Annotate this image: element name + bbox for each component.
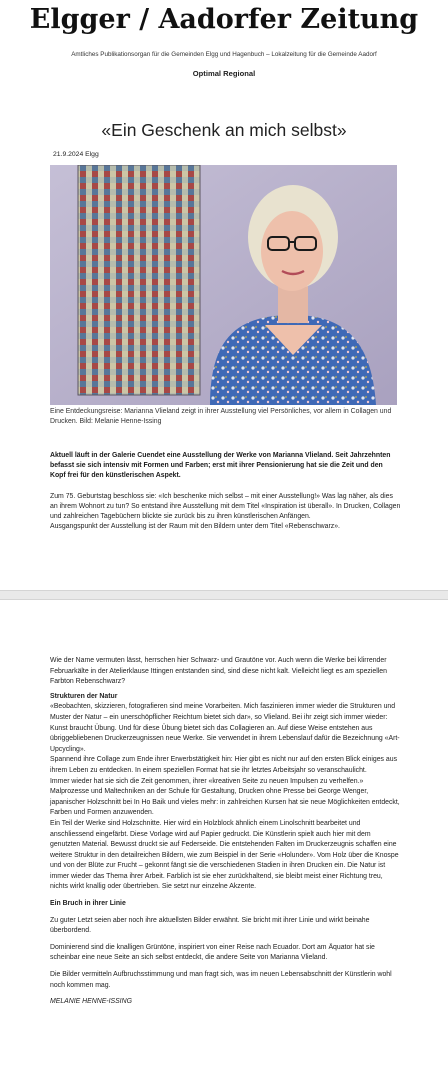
section-subheading: Ein Bruch in ihrer Linie [50, 900, 126, 908]
section-subheading: Strukturen der Natur [50, 692, 118, 700]
paragraph: Zu guter Letzt seien aber noch ihre aktuellsten Bilder erwähnt. Sie bricht mit ihrer Linie und wirkt beinahe überbordend. [50, 916, 370, 935]
page-separator [0, 590, 448, 600]
masthead-edition: Optimal Regional [192, 69, 256, 78]
paragraph: Wie der Name vermuten lässt, herrschen hier Schwarz- und Grautöne vor. Auch wenn die Werke bei klirrender Februarkälte in der Atelierklause Ittingen entstanden sind, sind diese nicht kalt. Vielleicht liegt es am speziellen Farbton Rebenschwarz? [50, 657, 387, 686]
paragraph: Spannend ihre Collage zum Ende ihrer Erwerbstätigkeit hin: Hier gibt es nicht nur auf den ersten Blick einiges aus ihrem Leben zu entdecken. In einem speziellen Format hat sie ihr letztes Arbeitsjahr so veranschaulicht. [50, 756, 398, 774]
paragraph: Zum 75. Geburtstag beschloss sie: «Ich beschenke mich selbst – mit einer Ausstellung!» Was lag näher, als dies an ihrem Wohnort zu tun? So entstand ihre Ausstellung mit dem Titel «Inspiration ist überall». In Drucken, Collagen und zahlreichen Tagebüchern blickte sie zurück bis zu ihren künstlerischen Anfängen. [50, 493, 401, 520]
paragraph: «Beobachten, skizzieren, fotografieren sind meine Vorarbeiten. Mich faszinieren immer wieder die Strukturen und Muster der Natur – ein unerschöpflicher Reichtum bietet sich dar», so Vlieland. Bei ihr zeigt sich immer wieder: Kunst braucht Übung. Und für diese Übung bietet sich das Collagieren an. Auf diese Weise entstehen aus übriggebliebenen Druckerzeugnissen neue Werke. Sie verwendet in ihrem Lebenslauf dafür die Bezeichnung «Art-Upcycling». [50, 703, 400, 753]
article-headline: «Ein Geschenk an mich selbst» [101, 120, 347, 140]
article-body-page1 [50, 492, 402, 532]
paragraph: Immer wieder hat sie sich die Zeit genommen, ihrer «kreativen Seite zu neuen Impulsen zu verhelfen.» Malprozesse und Maltechniken an der Schule für Gestaltung, Drucken ohne Presse bei George Wenger, japanischer Holzschnitt bei In Ho Baik und vieles mehr: in zahlreichen Kursen hat sie neue Möglichkeiten entdeckt, Farben und Formen anzuwenden. [50, 777, 400, 817]
masthead-tagline: Amtliches Publikationsorgan für die Gemeinden Elgg und Hagenbuch – Lokalzeitung für die Gemeinde Aadorf [71, 51, 377, 58]
paragraph: Ein Teil der Werke sind Holzschnitte. Hier wird ein Holzblock ähnlich einem Linolschnitt bearbeitet und anschliessend eingefärbt. Diese Vorlage wird auf Papier gedruckt. Die Künstlerin spielt auch hier mit dem genutzten Material. Bewusst druckt sie auf Federseide. Die entstehenden Falten im Druckerzeugnis schaffen eine weitere Struktur in den detailreichen Bildern, wie zum Beispiel in der Serie «Holunder». Vom Holz über die Knospe und von der Blüte zur Frucht – gekonnt fängt sie die verschiedenen Stadien in ihren Drucken ein. Die Natur ist immer wieder das Thema ihrer Arbeit. Farblich ist sie eher zurückhaltend, sie bleibt meist einer Richtung treu, nichts wirkt knallig oder übertrieben. Sie setzt nur einzelne Akzente. [50, 819, 399, 891]
paragraph: Ausgangspunkt der Ausstellung ist der Raum mit den Bildern unter dem Titel «Rebenschwarz». [50, 523, 340, 530]
photo-caption: Eine Entdeckungsreise: Marianna Vlieland zeigt in ihrer Ausstellung viel Persönliches, vor allem in Collagen und Drucken. Bild: Melanie Henne-Issing [50, 408, 392, 425]
article-dateline: 21.9.2024 Elgg [53, 151, 99, 158]
page-2 [0, 600, 448, 1068]
paragraph: Dominierend sind die knalligen Grüntöne, inspiriert von einer Reise nach Ecuador. Dort am Äquator hat sie scheinbar eine neue Seite an sich selbst entdeckt, die andere Seite von Marianna Vlieland. [50, 943, 375, 962]
article-author: MELANIE HENNE-ISSING [50, 998, 132, 1006]
article-lead: Aktuell läuft in der Galerie Cuendet eine Ausstellung der Werke von Marianna Vlieland. Seit Jahrzehnten befasst sie sich intensiv mit Formen und Farben; erst mit ihrer Pensionierung hat sie die Zeit und den Kopf frei für den künstlerischen Aspekt. [50, 452, 391, 479]
collage-artwork [78, 165, 200, 395]
article-body-page2 [50, 656, 400, 1008]
paragraph: Die Bilder vermitteln Aufbruchsstimmung und man fragt sich, was im neuen Lebensabschnitt der Künstlerin wohl noch kommen mag. [50, 971, 392, 989]
newspaper-masthead[interactable]: Elgger / Aadorfer Zeitung [29, 4, 419, 35]
article-photo[interactable] [50, 165, 397, 405]
